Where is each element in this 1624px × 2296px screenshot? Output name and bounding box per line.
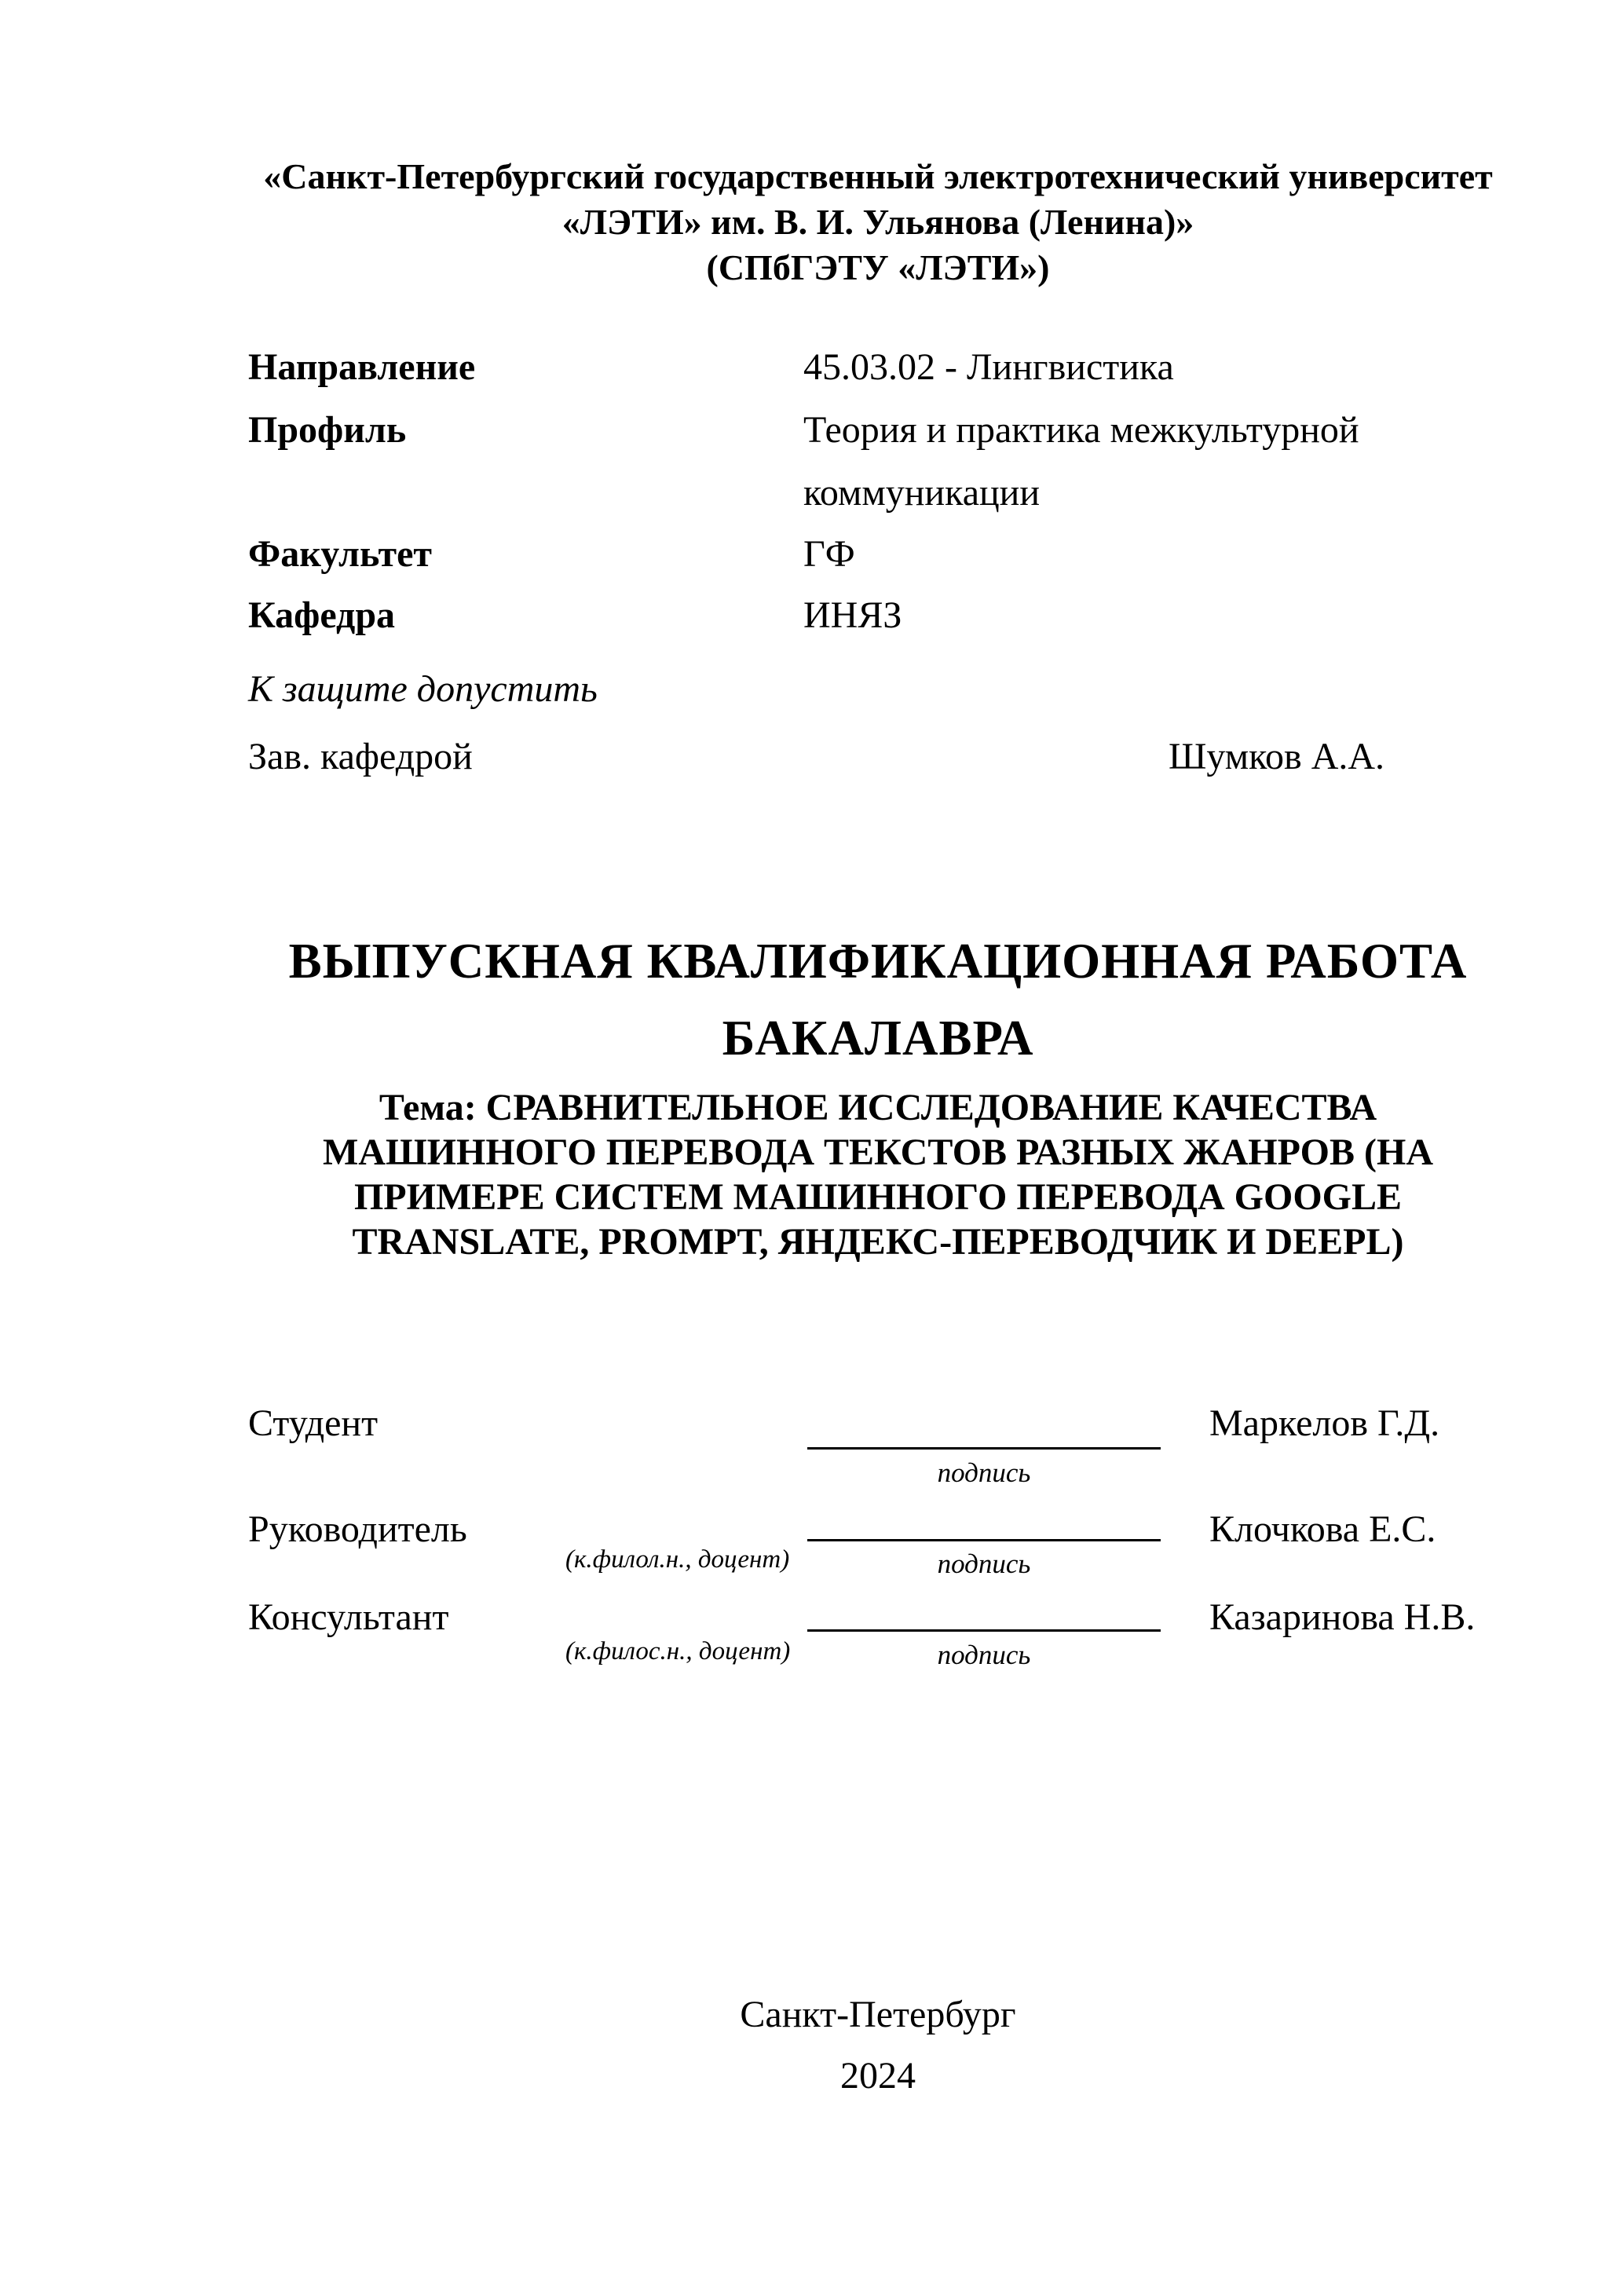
consultant-signature-caption: подпись (937, 1640, 1031, 1670)
profile-value-line2: коммуникации (803, 472, 1041, 514)
profile-label: Профиль (248, 409, 407, 451)
consultant-qualification: (к.филос.н., доцент) (565, 1637, 791, 1665)
footer-city: Санкт-Петербург (740, 1994, 1016, 2035)
consultant-signature-line (807, 1629, 1161, 1632)
supervisor-qualification: (к.филол.н., доцент) (565, 1545, 790, 1574)
student-role-label: Студент (248, 1402, 379, 1444)
university-header (248, 154, 1508, 291)
student-name: Маркелов Г.Д. (1209, 1402, 1440, 1444)
work-title-line2: БАКАЛАВРА (722, 1011, 1034, 1066)
thesis-theme-line3: ПРИМЕРЕ СИСТЕМ МАШИННОГО ПЕРЕВОДА GOOGLE (353, 1176, 1403, 1218)
thesis-theme (248, 1085, 1508, 1264)
university-abbreviation: (СПбГЭТУ «ЛЭТИ») (706, 247, 1050, 287)
department-head-label: Зав. кафедрой (248, 736, 473, 777)
supervisor-name: Клочкова Е.С. (1209, 1508, 1436, 1550)
faculty-value: ГФ (803, 533, 855, 575)
faculty-label: Факультет (248, 533, 432, 575)
department-value: ИНЯЗ (803, 594, 902, 636)
department-head-name: Шумков А.А. (1169, 736, 1385, 777)
student-signature-caption: подпись (937, 1457, 1031, 1488)
thesis-theme-line4: TRANSLATE, PROMPT, ЯНДЕКС-ПЕРЕВОДЧИК И DEEPL) (352, 1221, 1404, 1263)
university-name-line2: «ЛЭТИ» им. В. И. Ульянова (Ленина)» (561, 202, 1194, 242)
profile-value-line1: Теория и практика межкультурной (803, 409, 1359, 451)
consultant-role-label: Консультант (248, 1596, 449, 1638)
direction-value: 45.03.02 - Лингвистика (803, 346, 1174, 388)
supervisor-role-label: Руководитель (248, 1508, 467, 1550)
department-label: Кафедра (248, 594, 396, 636)
university-name-line1: «Санкт-Петербургский государственный электротехнический университет (263, 156, 1493, 196)
direction-label: Направление (248, 346, 476, 388)
admission-permit-note: К защите допустить (248, 668, 598, 710)
student-signature-line (807, 1447, 1161, 1450)
work-title-line1: ВЫПУСКНАЯ КВАЛИФИКАЦИОННАЯ РАБОТА (288, 934, 1468, 989)
consultant-name: Казаринова Н.В. (1209, 1596, 1476, 1638)
supervisor-signature-line (807, 1539, 1161, 1541)
supervisor-signature-caption: подпись (937, 1548, 1031, 1579)
thesis-theme-line1: Тема: СРАВНИТЕЛЬНОЕ ИССЛЕДОВАНИЕ КАЧЕСТВА (379, 1087, 1377, 1128)
thesis-theme-line2: МАШИННОГО ПЕРЕВОДА ТЕКСТОВ РАЗНЫХ ЖАНРОВ (НА (322, 1132, 1434, 1173)
footer-year: 2024 (840, 2055, 916, 2097)
